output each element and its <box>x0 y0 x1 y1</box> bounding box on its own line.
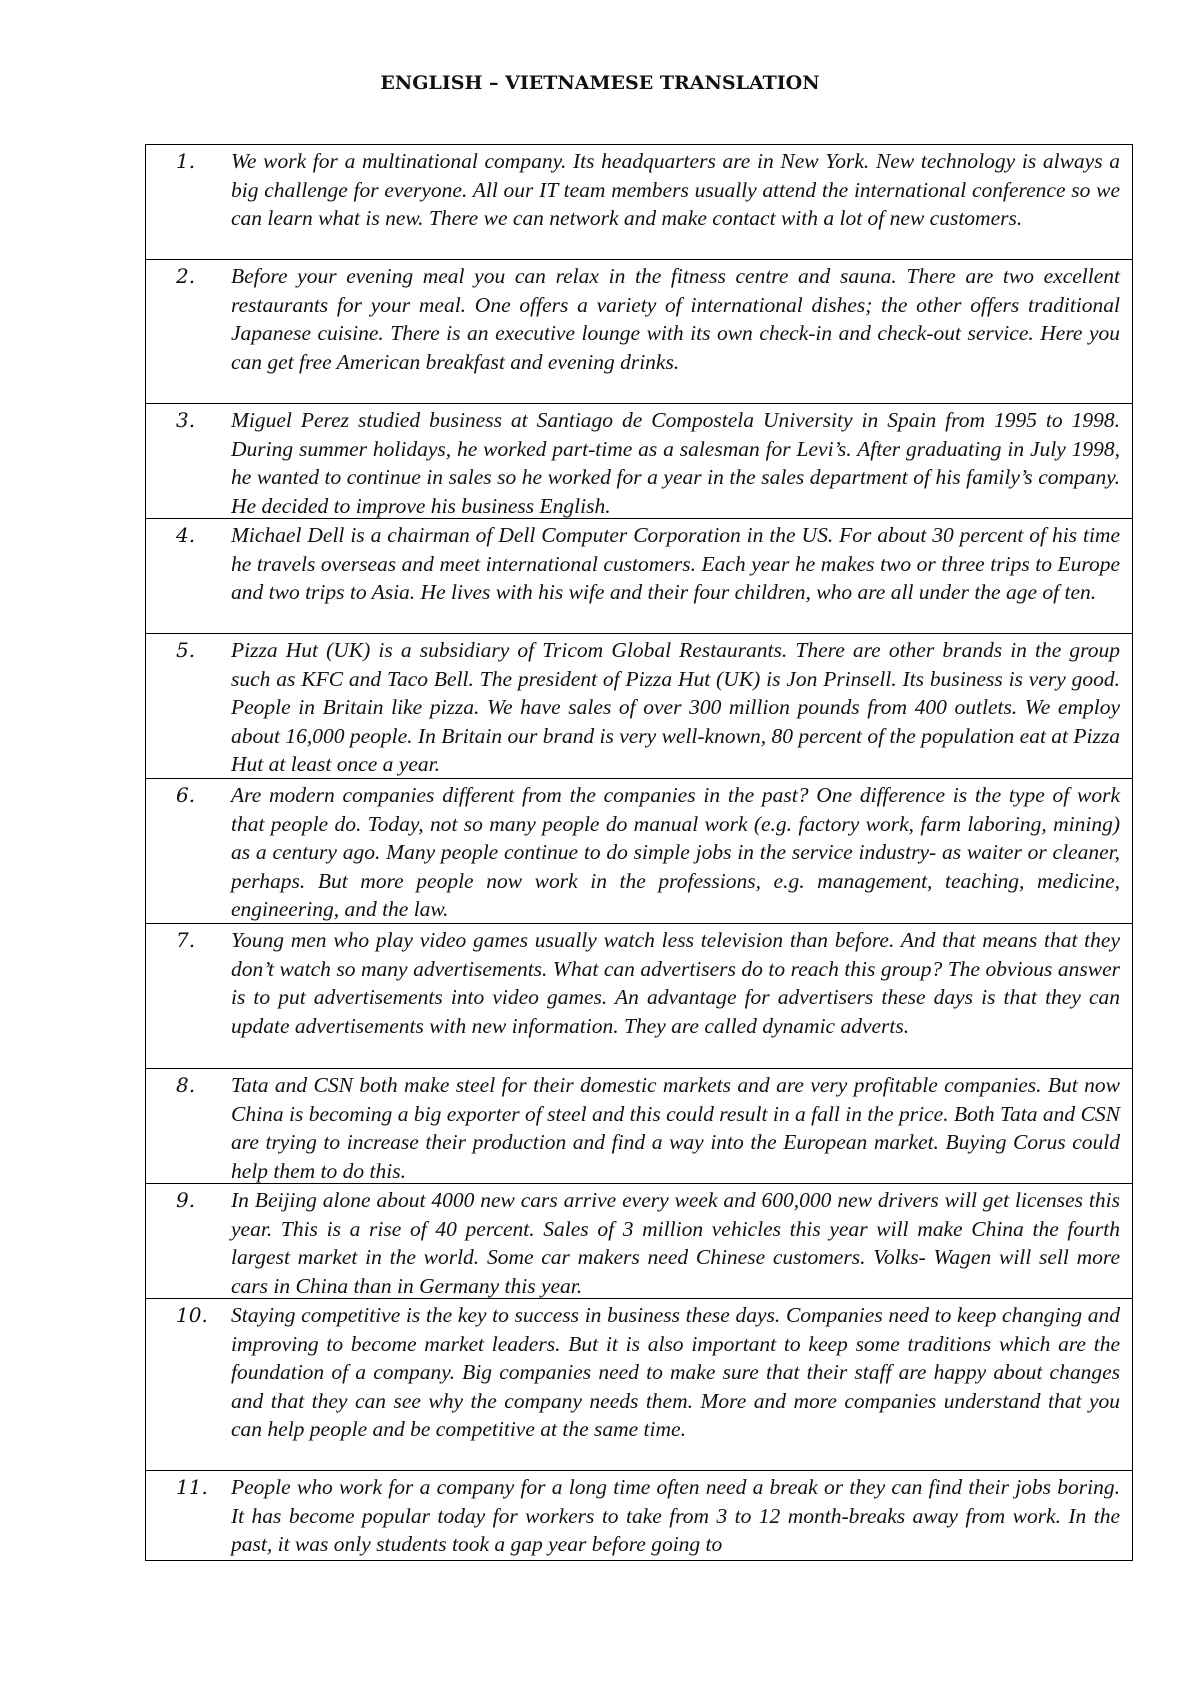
table-row <box>146 260 1132 404</box>
item-text: We work for a multinational company. Its headquarters are in New York. New technology is always a big challenge for everyone. All our IT team members usually attend the international conference so we can learn what is new. There we can network and make contact with a lot of new customers. <box>231 149 1120 231</box>
table-row <box>146 1299 1132 1471</box>
item-text: Michael Dell is a chairman of Dell Computer Corporation in the US. For about 30 percent of his time he travels overseas and meet international customers. Each year he makes two or three trips to Europe and two trips to Asia. He lives with his wife and their four children, who are all under the age of ten. <box>231 523 1120 605</box>
item-number: 4. <box>176 523 196 547</box>
item-text: Before your evening meal you can relax in the fitness centre and sauna. There are two excellent restaurants for your meal. One offers a variety of international dishes; the other offers traditional Japanese cuisine. There is an executive lounge with its own check-in and check-out service. Here you can get free American breakfast and evening drinks. <box>231 264 1120 374</box>
item-text: In Beijing alone about 4000 new cars arrive every week and 600,000 new drivers will get licenses this year. This is a rise of 40 percent. Sales of 3 million vehicles this year will make China the fourth largest market in the world. Some car makers need Chinese customers. Volks- Wagen will sell more cars in China than in Germany this year. <box>231 1188 1120 1298</box>
item-text: Tata and CSN both make steel for their domestic markets and are very profitable companies. But now China is becoming a big exporter of steel and this could result in a fall in the price. Both Tata and CSN are trying to increase their production and find a way into the European market. Buying Corus could help them to do this. <box>231 1073 1120 1183</box>
table-row <box>146 779 1132 924</box>
item-number: 11. <box>176 1475 208 1499</box>
item-text: People who work for a company for a long time often need a break or they can find their jobs boring. It has become popular today for workers to take from 3 to 12 month-breaks away from work. In the past, it was only students took a gap year before going to <box>231 1475 1120 1557</box>
item-number: 7. <box>176 928 196 952</box>
item-number: 1. <box>176 149 196 173</box>
table-row <box>146 404 1132 519</box>
table-row <box>146 924 1132 1069</box>
translation-table <box>145 144 1133 1561</box>
table-row <box>146 145 1132 260</box>
item-number: 2. <box>176 264 196 288</box>
item-text: Pizza Hut (UK) is a subsidiary of Tricom Global Restaurants. There are other brands in the group such as KFC and Taco Bell. The president of Pizza Hut (UK) is Jon Prinsell. Its business is very good. People in Britain like pizza. We have sales of over 300 million pounds from 400 outlets. We employ about 16,000 people. In Britain our brand is very well-known, 80 percent of the population eat at Pizza Hut at least once a year. <box>231 638 1120 777</box>
item-number: 9. <box>176 1188 196 1212</box>
item-text: Miguel Perez studied business at Santiago de Compostela University in Spain from 1995 to 1998. During summer holidays, he worked part-time as a salesman for Levi’s. After graduating in July 1998, he wanted to continue in sales so he worked for a year in the sales department of his family’s company. He decided to improve his business English. <box>231 408 1120 518</box>
table-row <box>146 634 1132 779</box>
item-text: Staying competitive is the key to success in business these days. Companies need to keep changing and improving to become market leaders. But it is also important to keep some traditions which are the foundation of a company. Big companies need to make sure that their staff are happy about changes and that they can see why the company needs them. More and more companies understand that you can help people and be competitive at the same time. <box>231 1303 1120 1442</box>
item-number: 8. <box>176 1073 196 1097</box>
document-title: ENGLISH – VIETNAMESE TRANSLATION <box>380 72 820 94</box>
item-number: 5. <box>176 638 196 662</box>
item-number: 3. <box>176 408 196 432</box>
item-text: Are modern companies different from the companies in the past? One difference is the type of work that people do. Today, not so many people do manual work (e.g. factory work, farm laboring, mining) as a century ago. Many people continue to do simple jobs in the service industry- as waiter or cleaner, perhaps. But more people now work in the professions, e.g. management, teaching, medicine, engineering, and the law. <box>231 783 1120 922</box>
item-number: 6. <box>176 783 196 807</box>
item-number: 10. <box>176 1303 208 1327</box>
table-row <box>146 1184 1132 1299</box>
table-row <box>146 1069 1132 1184</box>
table-row <box>146 1471 1132 1560</box>
table-row <box>146 519 1132 634</box>
item-text: Young men who play video games usually watch less television than before. And that means that they don’t watch so many advertisements. What can advertisers do to reach this group? The obvious answer is to put advertisements into video games. An advantage for advertisers these days is that they can update advertisements with new information. They are called dynamic adverts. <box>231 928 1120 1038</box>
